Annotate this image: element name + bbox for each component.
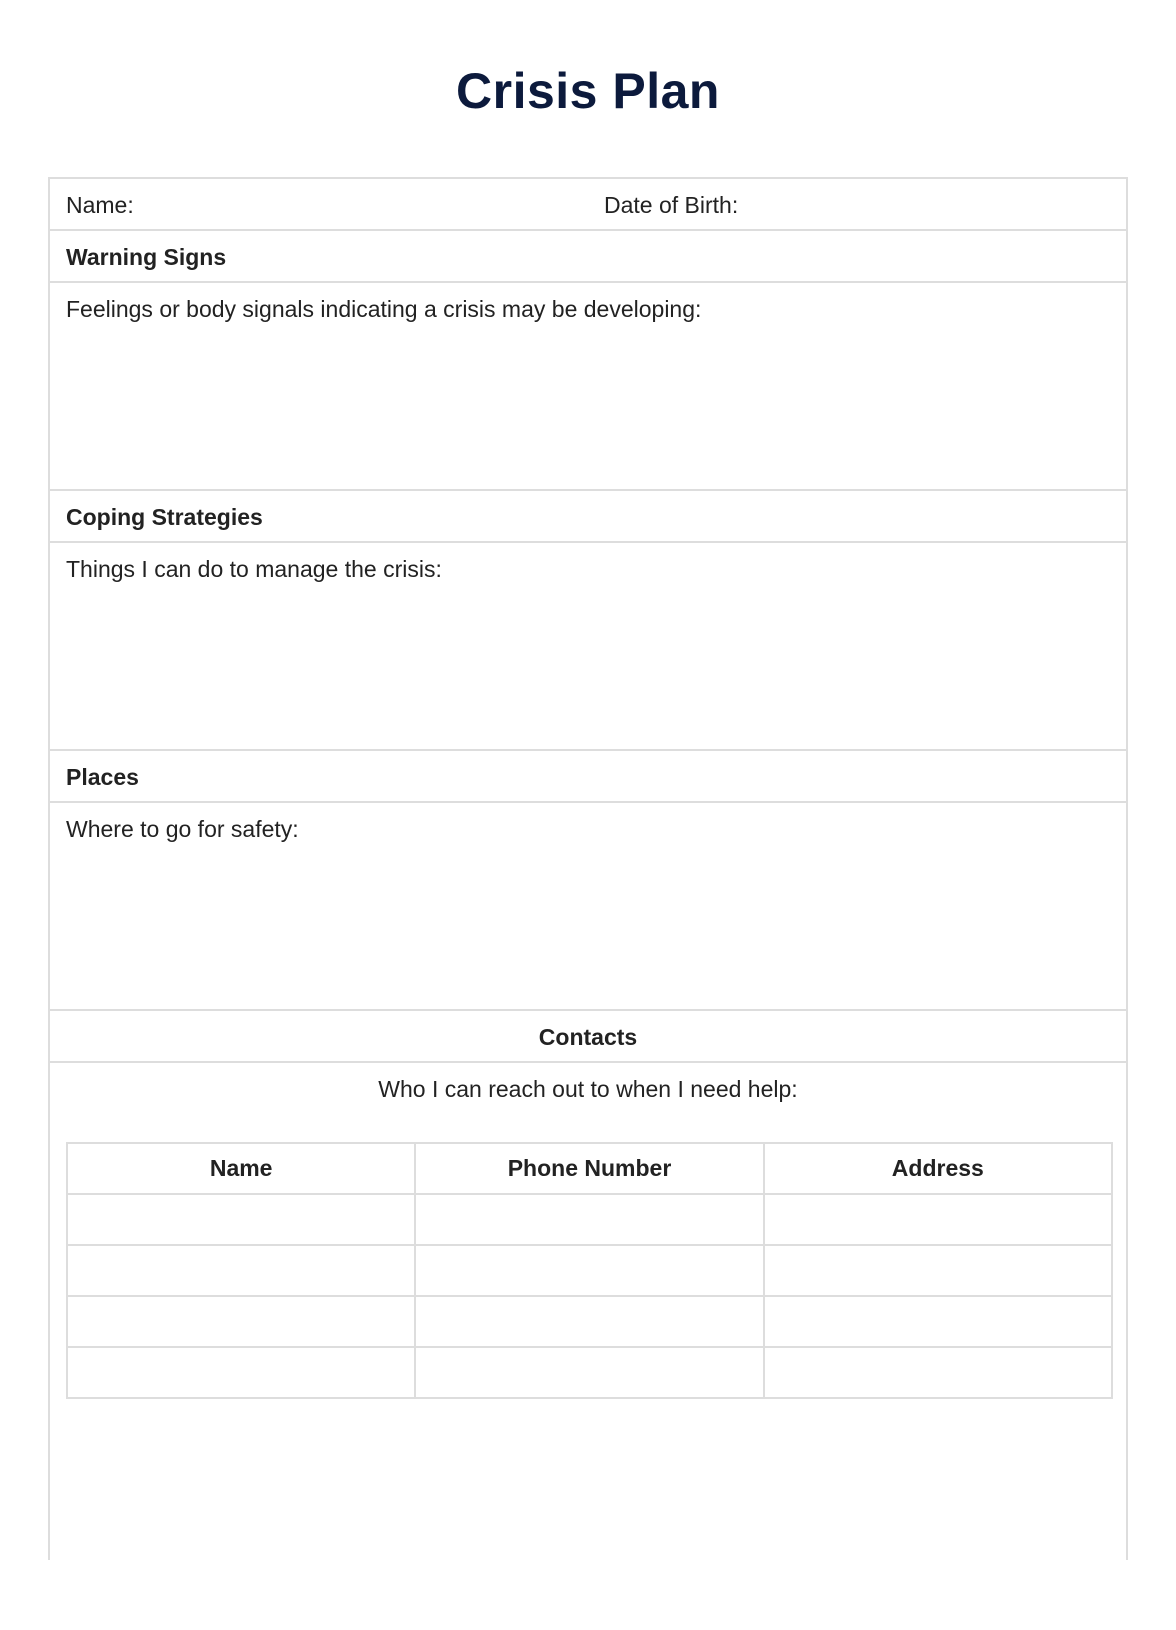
contacts-prompt: Who I can reach out to when I need help: bbox=[378, 1076, 798, 1102]
contact-address-cell[interactable] bbox=[764, 1245, 1112, 1296]
column-header-address: Address bbox=[764, 1143, 1112, 1194]
coping-strategies-prompt: Things I can do to manage the crisis: bbox=[66, 556, 442, 582]
contacts-table-header bbox=[67, 1143, 1112, 1194]
coping-strategies-heading-row bbox=[50, 491, 1126, 543]
contacts-heading-row bbox=[50, 1011, 1126, 1063]
coping-strategies-heading: Coping Strategies bbox=[66, 504, 263, 530]
name-field-label[interactable]: Name: bbox=[66, 192, 134, 218]
contact-address-cell[interactable] bbox=[764, 1194, 1112, 1245]
warning-signs-prompt: Feelings or body signals indicating a crisis may be developing: bbox=[66, 296, 702, 322]
contact-phone-cell[interactable] bbox=[415, 1296, 763, 1347]
identity-row bbox=[50, 179, 1126, 231]
warning-signs-heading: Warning Signs bbox=[66, 244, 227, 270]
table-row bbox=[67, 1296, 1112, 1347]
contacts-table bbox=[66, 1142, 1113, 1399]
contact-name-cell[interactable] bbox=[67, 1245, 415, 1296]
contact-phone-cell[interactable] bbox=[415, 1245, 763, 1296]
contact-name-cell[interactable] bbox=[67, 1296, 415, 1347]
contact-name-cell[interactable] bbox=[67, 1194, 415, 1245]
dob-field-label[interactable]: Date of Birth: bbox=[604, 192, 739, 218]
places-heading: Places bbox=[66, 764, 139, 790]
contacts-prompt-row bbox=[50, 1063, 1126, 1115]
contacts-heading: Contacts bbox=[538, 1024, 638, 1050]
warning-signs-field[interactable] bbox=[50, 283, 1126, 491]
table-row bbox=[67, 1347, 1112, 1398]
crisis-plan-form bbox=[48, 177, 1128, 1560]
places-field[interactable] bbox=[50, 803, 1126, 1011]
table-row bbox=[67, 1245, 1112, 1296]
column-header-name: Name bbox=[67, 1143, 415, 1194]
contact-name-cell[interactable] bbox=[67, 1347, 415, 1398]
places-prompt: Where to go for safety: bbox=[66, 816, 299, 842]
coping-strategies-field[interactable] bbox=[50, 543, 1126, 751]
page-title: Crisis Plan bbox=[456, 63, 720, 119]
table-row bbox=[67, 1194, 1112, 1245]
contact-phone-cell[interactable] bbox=[415, 1194, 763, 1245]
contact-address-cell[interactable] bbox=[764, 1296, 1112, 1347]
column-header-phone: Phone Number bbox=[415, 1143, 763, 1194]
contact-phone-cell[interactable] bbox=[415, 1347, 763, 1398]
contact-address-cell[interactable] bbox=[764, 1347, 1112, 1398]
places-heading-row bbox=[50, 751, 1126, 803]
warning-signs-heading-row bbox=[50, 231, 1126, 283]
